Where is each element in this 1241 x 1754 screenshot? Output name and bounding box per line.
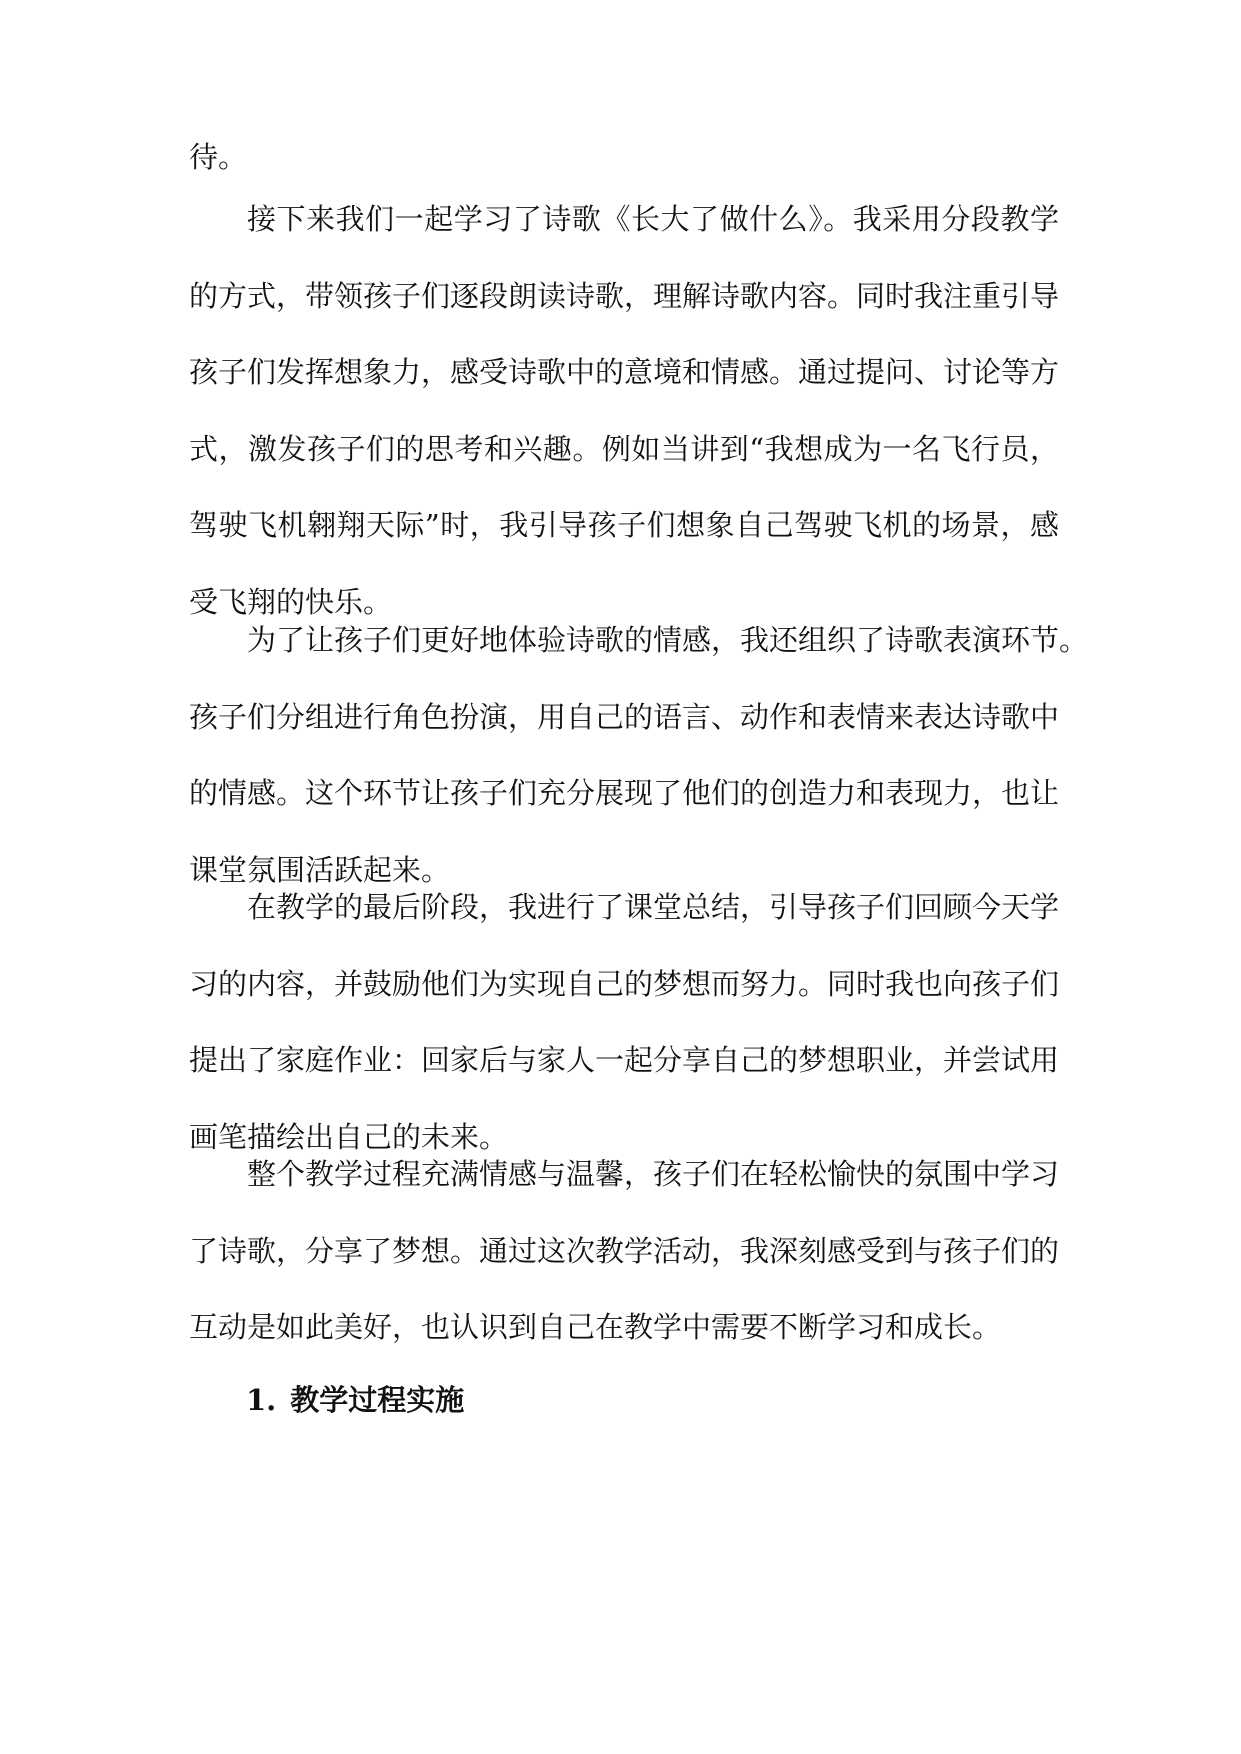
paragraph-class-summary [189, 869, 1059, 1175]
section-heading [246, 1362, 464, 1439]
text-line: 孩子们发挥想象力，感受诗歌中的意境和情感。通过提问、讨论等方 [189, 355, 1060, 389]
text-line: 的情感。这个环节让孩子们充分展现了他们的创造力和表现力，也让 [189, 776, 1060, 810]
text-line: 课堂氛围活跃起来。 [189, 852, 451, 887]
paragraph-reflection [189, 1136, 1059, 1366]
text-line: 画笔描绘出自己的未来。 [189, 1119, 509, 1154]
text-line: 接下来我们一起学习了诗歌《长大了做什么》。我采用分段教学 [247, 202, 1059, 236]
text-line: 互动是如此美好，也认识到自己在教学中需要不断学习和成长。 [189, 1310, 1002, 1344]
text-line: 式，激发孩子们的思考和兴趣。例如当讲到“我想成为一名飞行员， [189, 431, 1059, 466]
text-line: 待。 [189, 140, 248, 174]
text-line: 提出了家庭作业：回家后与家人一起分享自己的梦想职业，并尝试用 [189, 1043, 1060, 1077]
text-line: 了诗歌，分享了梦想。通过这次教学活动，我深刻感受到与孩子们的 [189, 1233, 1060, 1268]
text-line: 为了让孩子们更好地体验诗歌的情感，我还组织了诗歌表演环节。 [247, 623, 1089, 657]
text-line: 的方式，带领孩子们逐段朗读诗歌，理解诗歌内容。同时我注重引导 [189, 278, 1060, 313]
text-line: 整个教学过程充满情感与温馨，孩子们在轻松愉快的氛围中学习 [247, 1157, 1060, 1191]
text-line: 在教学的最后阶段，我进行了课堂总结，引导孩子们回顾今天学 [247, 890, 1060, 924]
paragraph-poem-performance [189, 602, 1089, 908]
paragraph-poem-study [189, 181, 1059, 640]
section-title: 教学过程实施 [290, 1383, 465, 1417]
text-line: 孩子们分组进行角色扮演，用自己的语言、动作和表情来表达诗歌中 [189, 699, 1060, 734]
section-number: 1. [246, 1383, 277, 1417]
text-line: 驾驶飞机翱翔天际”时，我引导孩子们想象自己驾驶飞机的场景，感 [189, 508, 1059, 542]
text-line: 受飞翔的快乐。 [189, 584, 393, 619]
text-line: 习的内容，并鼓励他们为实现自己的梦想而努力。同时我也向孩子们 [189, 966, 1060, 1001]
